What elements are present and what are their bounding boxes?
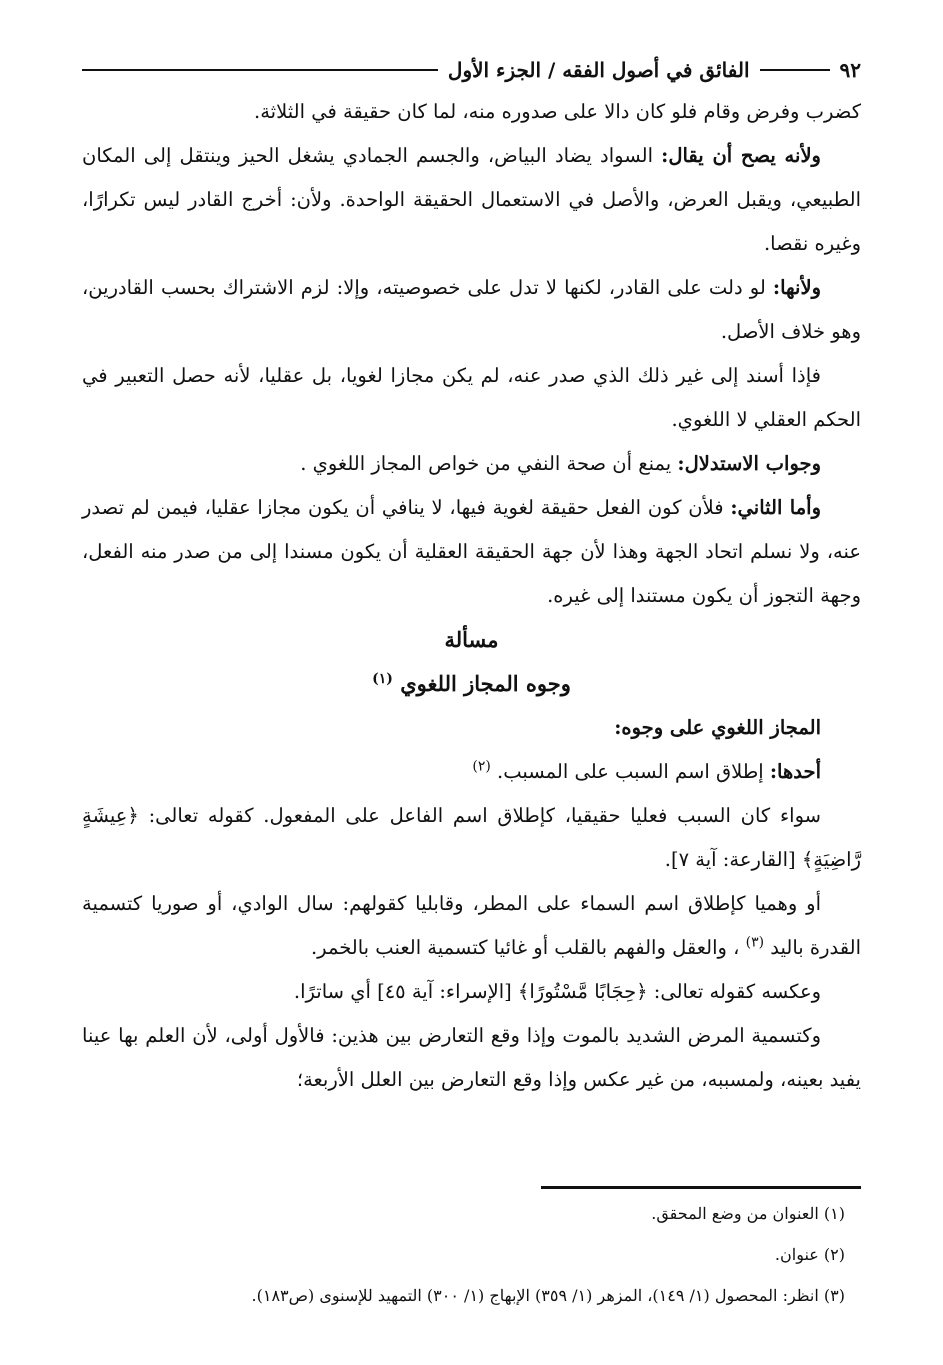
footnote-3: (٣) انظر: المحصول (١/ ١٤٩)، المزهر (١/ ٣٥٩) الإبهاج (١/ ٣٠٠) التمهيد للإسنوى (ص١٨٣). [251, 1286, 845, 1305]
paragraph-2-lead: ولأنه يصح أن يقال: [661, 144, 821, 167]
paragraph-8-footnote-ref: (٢) [472, 758, 491, 775]
paragraph-8 [82, 750, 861, 794]
paragraph-1: كضرب وفرض وقام فلو كان دالا على صدوره منه، لما كان حقيقة في الثلاثة. [254, 100, 861, 123]
paragraph-4: فإذا أسند إلى غير ذلك الذي صدر عنه، لم يكن مجازا لغويا، بل عقليا، لأنه حصل التعبير في الحكم العقلي لا اللغوي. [82, 364, 861, 431]
section-label: مسألة [444, 627, 499, 652]
paragraph-6-text: فلأن كون الفعل حقيقة لغوية فيها، لا ينافي أن يكون مجازا عقليا، فيمن لم تصدر عنه، ولا نسلم اتحاد الجهة وهذا لأن جهة الحقيقة العقلية أن يكون مسندا إلى من صدر منه الفعل، وجهة التجوز أن يكون مستندا إلى غيره. [82, 496, 861, 607]
paragraph-5-text: يمنع أن صحة النفي من خواص المجاز اللغوي . [300, 452, 678, 475]
header-rule-long [82, 69, 438, 71]
paragraph-3-lead: ولأنها: [772, 276, 821, 299]
paragraph-3 [82, 266, 861, 354]
paragraph-7-text: المجاز اللغوي على وجوه: [614, 716, 821, 739]
paragraph-10 [82, 882, 861, 970]
paragraph-2 [82, 134, 861, 266]
paragraph-5-lead: وجواب الاستدلال: [677, 452, 821, 475]
paragraph-6 [82, 486, 861, 618]
paragraph-10-footnote-ref: (٣) [745, 934, 765, 951]
paragraph-8-text: إطلاق اسم السبب على المسبب. [497, 760, 770, 783]
paragraph-5 [82, 442, 861, 486]
footnote-separator [541, 1186, 861, 1189]
section-footnote-ref: (١) [372, 671, 393, 687]
paragraph-8-lead: أحدها: [769, 760, 821, 783]
paragraph-10-text-a: أو وهميا كإطلاق اسم السماء على المطر، وقابليا كقولهم: سال الوادي، أو صوريا كتسمية القدرة باليد [82, 892, 861, 959]
footnote-1: (١) العنوان من وضع المحقق. [651, 1204, 845, 1223]
paragraph-7 [82, 706, 861, 750]
page-body [82, 90, 861, 1102]
paragraph-11: وعكسه كقوله تعالى: ﴿حِجَابًا مَّسْتُورًا﴾ [الإسراء: آية ٤٥] أي ساترًا. [293, 980, 821, 1003]
paragraph-3-text: لو دلت على القادر، لكنها لا تدل على خصوصيته، وإلا: لزم الاشتراك بحسب القادرين، وهو خلاف الأصل. [82, 276, 861, 343]
header-rule-short [760, 69, 830, 71]
footnotes [82, 1186, 861, 1316]
section-title-text: وجوه المجاز اللغوي [400, 671, 571, 696]
book-title: الفائق في أصول الفقه / الجزء الأول [447, 58, 750, 82]
page-number: ٩٢ [839, 58, 861, 82]
running-header [82, 52, 861, 88]
paragraph-10-text-b: ، والعقل والفهم بالقلب أو غائيا كتسمية العنب بالخمر. [310, 936, 746, 959]
paragraph-2-text: السواد يضاد البياض، والجسم الجمادي يشغل الحيز وينتقل إلى المكان الطبيعي، ويقبل العرض، والأصل في الاستعمال الحقيقة الواحدة. ولأن: أخرج القادر ليس تكرارًا، وغيره نقصا. [82, 144, 861, 255]
paragraph-12: وكتسمية المرض الشديد بالموت وإذا وقع التعارض بين هذين: فالأول أولى، لأن العلم بها عينا يفيد بعينه، ولمسببه، من غير عكس وإذا وقع التعارض بين العلل الأربعة؛ [82, 1024, 861, 1091]
section-title [82, 662, 861, 706]
paragraph-6-lead: وأما الثاني: [730, 496, 822, 519]
footnote-2: (٢) عنوان. [774, 1245, 845, 1264]
paragraph-9: سواء كان السبب فعليا حقيقيا، كإطلاق اسم الفاعل على المفعول. كقوله تعالى: ﴿عِيشَةٍ رَّاضِيَةٍ﴾ [القارعة: آية ٧]. [82, 804, 861, 871]
